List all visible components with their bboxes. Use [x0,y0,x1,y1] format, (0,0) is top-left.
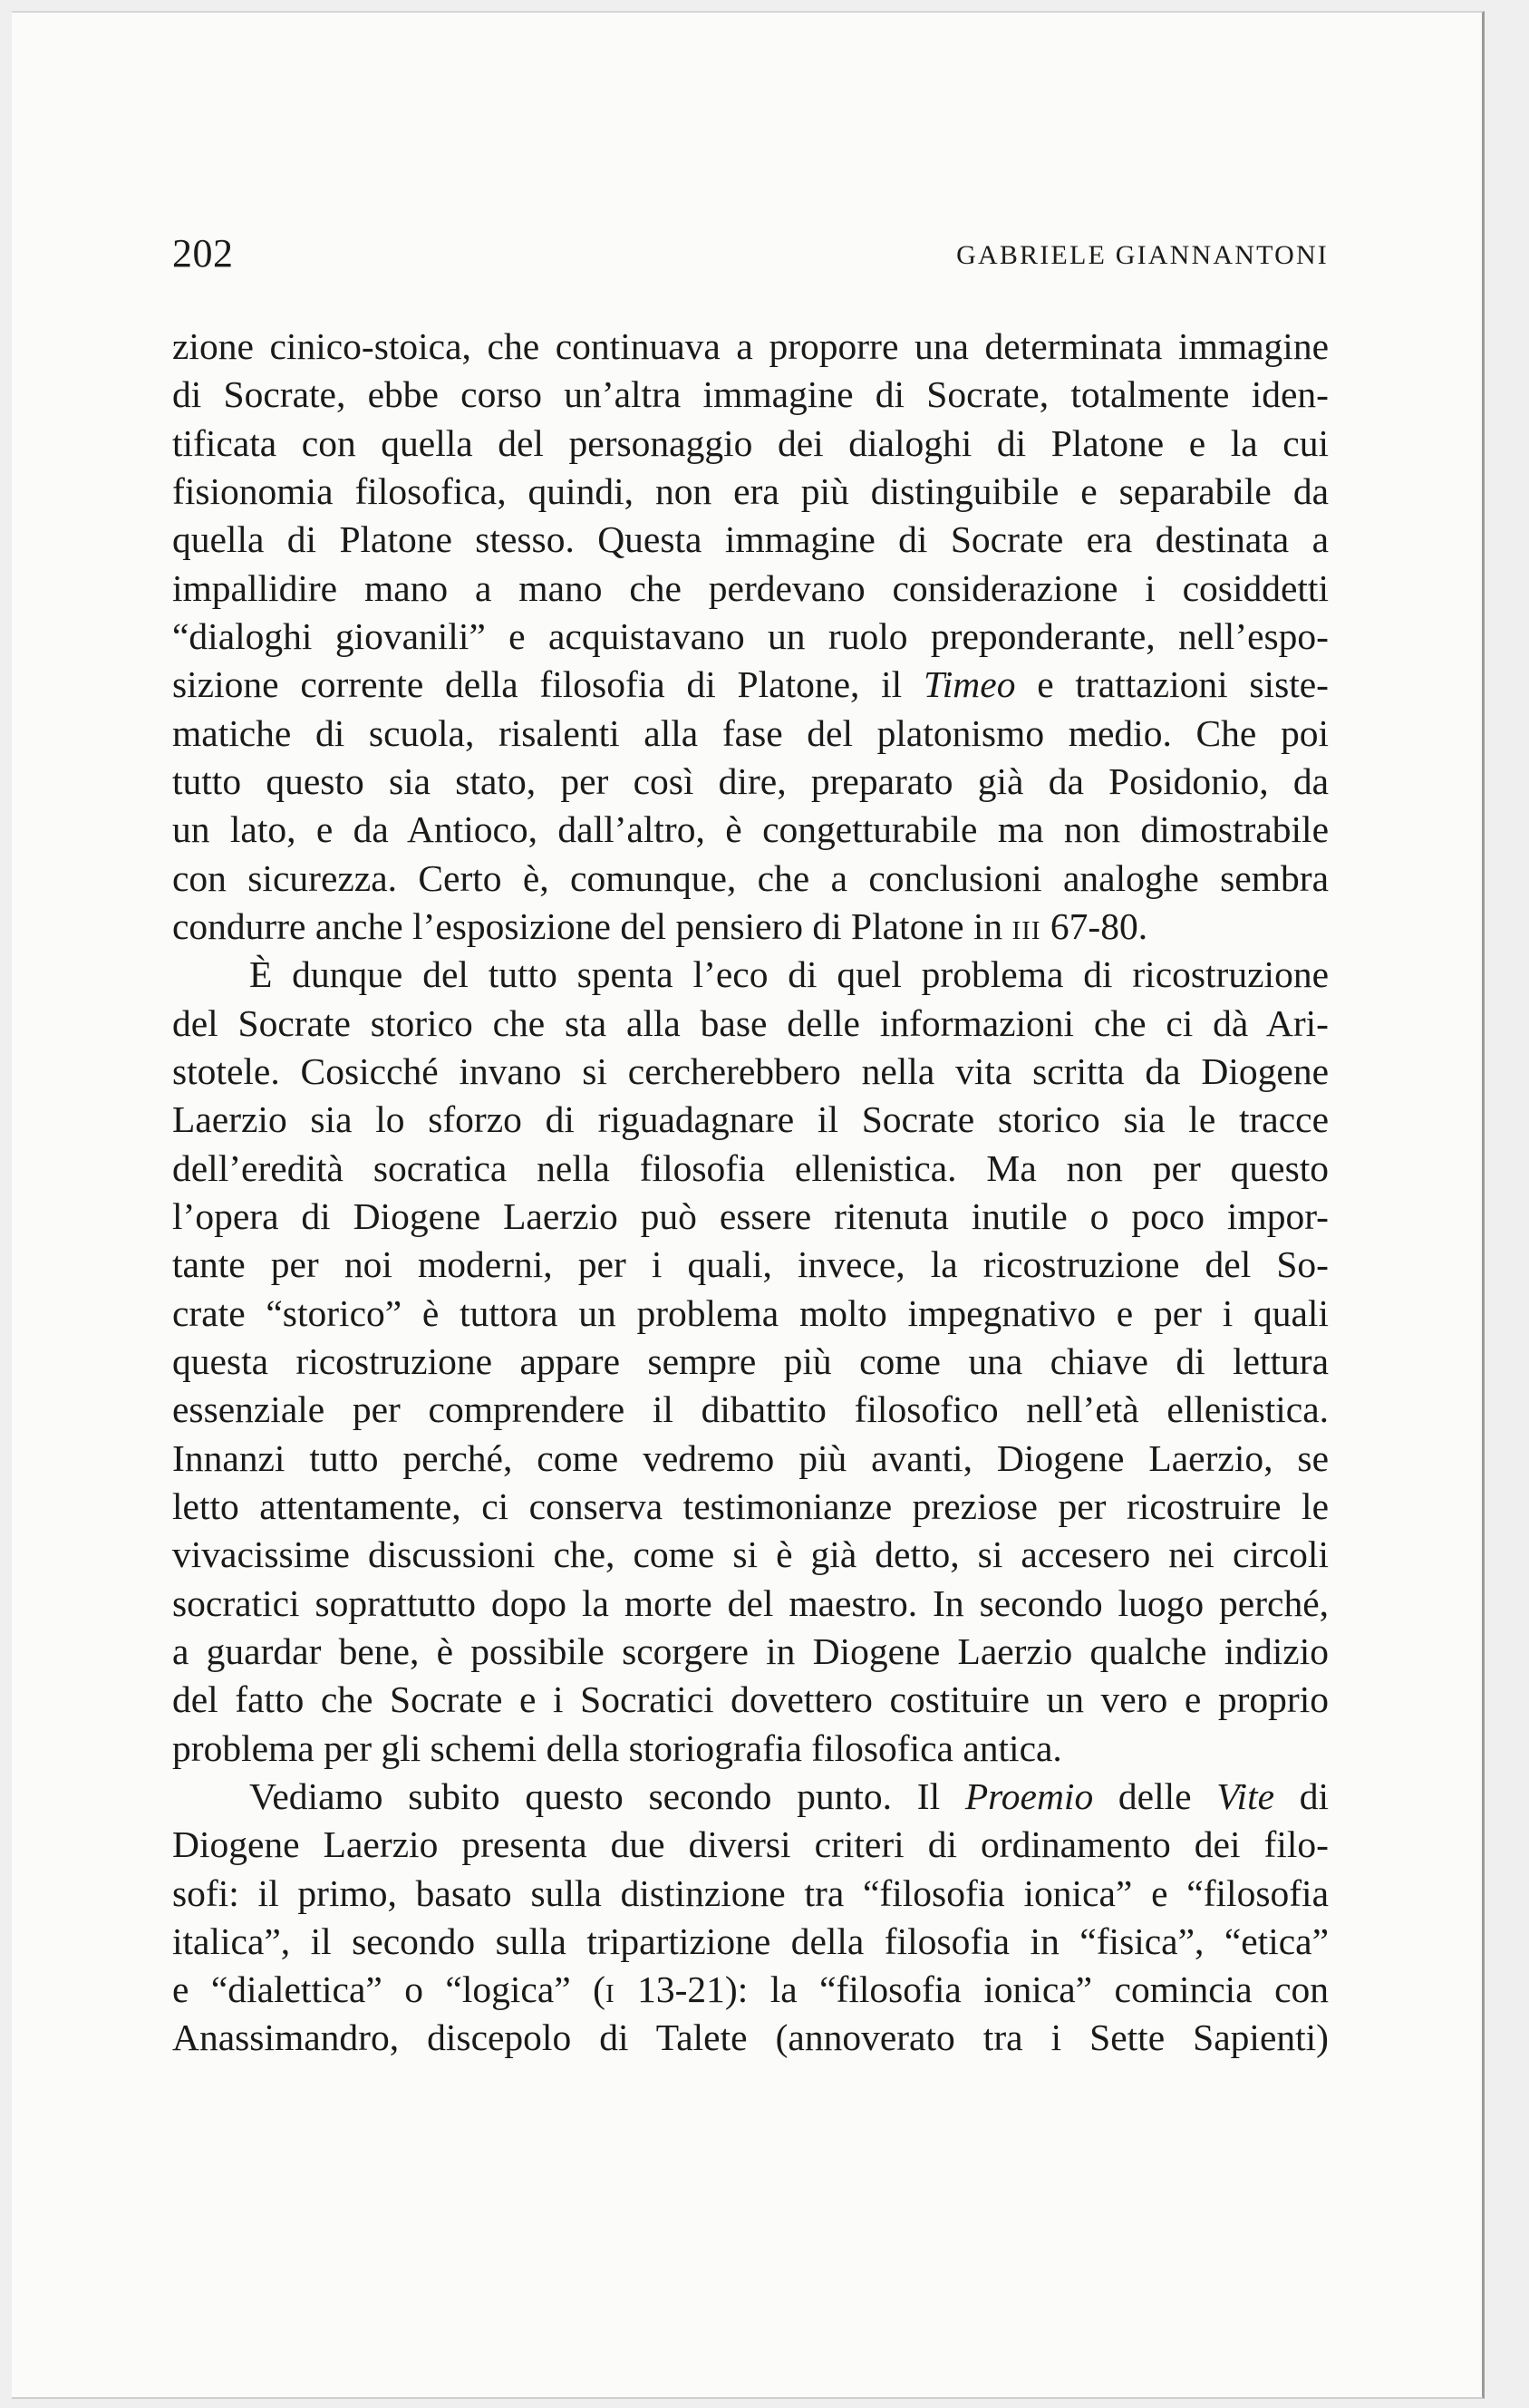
text-segment: socratici soprattutto dopo la morte del maestro. In secondo luogo perché, [172,1581,1329,1624]
text-line [172,1725,1329,1773]
running-head-author: GABRIELE GIANNANTONI [956,240,1329,270]
text-line [172,1000,1329,1048]
text-line [172,1048,1329,1096]
text-line [172,1580,1329,1628]
text-segment: impallidire mano a mano che perdevano considerazione i cosiddetti [172,566,1329,609]
text-segment: stotele. Cosicché invano si cercherebbero nella vita scritta da Diogene [172,1049,1329,1092]
text-segment: con sicurezza. Certo è, comunque, che a conclusioni analoghe sembra [172,856,1329,899]
text-line [172,758,1329,806]
text-segment: delle [1093,1775,1217,1817]
text-segment: un lato, e da Antioco, dall’altro, è congetturabile ma non dimostrabile [172,808,1329,851]
text-segment: fisionomia filosofica, quindi, non era più distinguibile e separabile da [172,469,1329,512]
text-segment: sizione corrente della filosofia di Platone, il [172,663,924,706]
text-line [172,1676,1329,1724]
text-segment: dell’eredità socratica nella filosofia ellenistica. Ma non per questo [172,1146,1329,1189]
text-line [172,806,1329,854]
text-line [172,371,1329,419]
text-line [172,1096,1329,1144]
text-segment: condurre anche l’esposizione del pensiero di Platone in [172,904,1012,947]
text-segment: Diogene Laerzio presenta due diversi criteri di ordinamento dei filo- [172,1823,1329,1866]
text-segment: Innanzi tutto perché, come vedremo più avanti, Diogene Laerzio, se [172,1436,1329,1479]
text-segment: tante per noi moderni, per i quali, invece, la ricostruzione del So- [172,1243,1329,1286]
text-line [172,1338,1329,1386]
text-line [172,420,1329,468]
text-segment: italica”, il secondo sulla tripartizione della filosofia in “fisica”, “etica” [172,1920,1329,1962]
text-line [172,1435,1329,1483]
paragraph-first-line [172,1773,1329,1821]
text-segment: 67-80. [1040,904,1148,947]
text-segment: problema per gli schemi della storiografia filosofica antica. [172,1726,1062,1769]
text-line [172,1483,1329,1531]
text-line [172,1193,1329,1241]
italic-title: Proemio [964,1775,1094,1817]
paragraph-first-line [172,951,1329,999]
body-text [172,323,1329,2063]
text-line [172,710,1329,758]
text-segment: sofi: il primo, basato sulla distinzione tra “filosofia ionica” e “filosofia [172,1871,1329,1914]
text-line [172,565,1329,613]
text-segment: Laerzio sia lo sforzo di riguadagnare il Socrate storico sia le tracce [172,1098,1329,1141]
text-segment: e “dialettica” o “logica” ( [172,1968,605,2011]
italic-title: Timeo [923,663,1016,706]
page-number: 202 [172,231,234,276]
text-line [172,613,1329,661]
text-line [172,323,1329,371]
text-segment: Anassimandro, discepolo di Talete (annoverato tra i Sette Sapienti) [172,2016,1329,2059]
text-line [172,1241,1329,1289]
text-segment: letto attentamente, ci conserva testimonianze preziose per ricostruire le [172,1484,1329,1527]
text-segment: quella di Platone stesso. Questa immagine di Socrate era destinata a [172,518,1329,561]
text-segment: È dunque del tutto spenta l’eco di quel problema di ricostruzione [249,953,1329,996]
book-reference-numeral: iii [1011,904,1041,947]
text-line [172,1966,1329,2014]
running-head [172,231,1329,276]
text-line [172,661,1329,709]
text-segment: del fatto che Socrate e i Socratici dovettero costituire un vero e proprio [172,1678,1329,1721]
text-line [172,468,1329,516]
text-line [172,855,1329,903]
text-line [172,1386,1329,1434]
text-segment: essenziale per comprendere il dibattito filosofico nell’età ellenistica. [172,1388,1329,1431]
text-segment: vivacissime discussioni che, come si è già detto, si accesero nei circoli [172,1533,1329,1576]
text-line [172,1145,1329,1193]
text-line [172,1918,1329,1966]
text-segment: di [1274,1775,1330,1817]
text-line [172,2014,1329,2062]
text-line [172,1290,1329,1338]
text-segment: 13-21): la “filosofia ionica” comincia con [615,1968,1329,2011]
text-line [172,903,1329,951]
text-segment: l’opera di Diogene Laerzio può essere ritenuta inutile o poco impor- [172,1194,1329,1237]
text-segment: del Socrate storico che sta alla base delle informazioni che ci dà Ari- [172,1001,1329,1044]
text-segment: “dialoghi giovanili” e acquistavano un ruolo preponderante, nell’espo- [172,614,1329,657]
text-segment: crate “storico” è tuttora un problema molto impegnativo e per i quali [172,1291,1329,1334]
text-line [172,1821,1329,1869]
text-segment: e trattazioni siste- [1015,663,1329,706]
text-line [172,1870,1329,1918]
text-segment: Vediamo subito questo secondo punto. Il [249,1775,965,1817]
text-line [172,516,1329,564]
text-line [172,1531,1329,1579]
text-segment: questa ricostruzione appare sempre più come una chiave di lettura [172,1339,1329,1382]
text-segment: tutto questo sia stato, per così dire, preparato già da Posidonio, da [172,759,1329,802]
book-reference-numeral: i [605,1968,615,2011]
text-segment: tificata con quella del personaggio dei dialoghi di Platone e la cui [172,421,1329,464]
italic-title: Vite [1216,1775,1275,1817]
text-segment: a guardar bene, è possibile scorgere in Diogene Laerzio qualche indizio [172,1630,1329,1672]
text-segment: zione cinico-stoica, che continuava a proporre una determinata immagine [172,325,1329,367]
text-line [172,1628,1329,1676]
text-segment: matiche di scuola, risalenti alla fase del platonismo medio. Che poi [172,711,1329,754]
text-segment: di Socrate, ebbe corso un’altra immagine di Socrate, totalmente iden- [172,373,1329,416]
